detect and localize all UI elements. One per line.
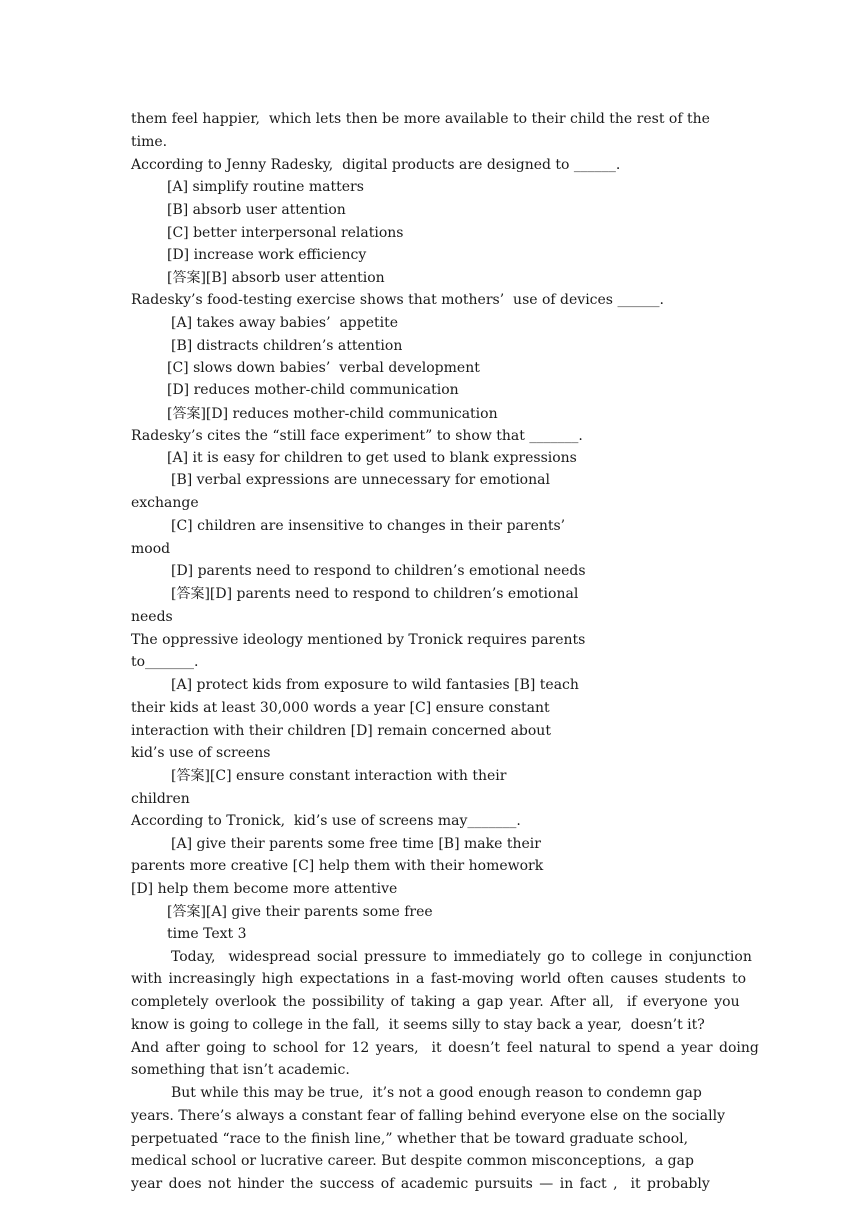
paragraph-line: know is going to college in the fall, it seems silly to stay back a year, doesn’t it? (131, 1017, 705, 1033)
option-line: [B] distracts children’s attention (171, 338, 403, 354)
option-line: [D] parents need to respond to children’s emotional needs (171, 563, 586, 579)
paragraph-line: Today, widespread social pressure to immediately go to college in conjunction (171, 949, 752, 965)
option-line: [A] it is easy for children to get used to blank expressions (167, 450, 577, 466)
paragraph-line: And after going to school for 12 years, it doesn’t feel natural to spend a year doing (131, 1040, 759, 1056)
text-line: to_______. (131, 654, 199, 670)
answer-line: [答案][C] ensure constant interaction with their (171, 768, 507, 784)
option-line: [B] verbal expressions are unnecessary for emotional (171, 472, 550, 488)
text-line: their kids at least 30,000 words a year [C] ensure constant (131, 700, 550, 716)
option-line: [D] increase work efficiency (167, 247, 367, 263)
option-line: [C] slows down babies’ verbal development (167, 360, 480, 376)
text-line: kid’s use of screens (131, 745, 271, 761)
option-line: [A] give their parents some free time [B] make their (171, 836, 541, 852)
paragraph-line: But while this may be true, it’s not a good enough reason to condemn gap (171, 1085, 702, 1101)
paragraph-line: years. There’s always a constant fear of falling behind everyone else on the socially (131, 1108, 725, 1124)
option-line: [B] absorb user attention (167, 202, 346, 218)
answer-line: [答案][A] give their parents some free (167, 904, 433, 920)
paragraph-line: with increasingly high expectations in a fast-moving world often causes students to (131, 971, 747, 987)
question-line: Radesky’s cites the “still face experiment” to show that _______. (131, 428, 583, 444)
paragraph-line: year does not hinder the success of academic pursuits — in fact , it probably (131, 1176, 710, 1192)
paragraph-line: perpetuated “race to the finish line,” whether that be toward graduate school, (131, 1131, 689, 1147)
option-line: [D] reduces mother-child communication (167, 382, 459, 398)
paragraph-line: something that isn’t academic. (131, 1062, 350, 1078)
option-line: [C] children are insensitive to changes in their parents’ (171, 518, 566, 534)
paragraph-line: completely overlook the possibility of taking a gap year. After all, if everyone you (131, 994, 740, 1010)
answer-line: [答案][D] parents need to respond to children’s emotional (171, 586, 579, 602)
question-line: Radesky’s food-testing exercise shows that mothers’ use of devices ______. (131, 292, 664, 308)
text-line: interaction with their children [D] remain concerned about (131, 723, 551, 739)
option-line: [A] takes away babies’ appetite (171, 315, 399, 331)
section-title-line: time Text 3 (167, 926, 247, 942)
option-line: [A] protect kids from exposure to wild fantasies [B] teach (171, 677, 579, 693)
text-line: [D] help them become more attentive (131, 881, 398, 897)
text-line: time. (131, 134, 168, 150)
question-line: The oppressive ideology mentioned by Tronick requires parents (131, 632, 586, 648)
answer-line: [答案][D] reduces mother-child communication (167, 406, 498, 422)
answer-line: [答案][B] absorb user attention (167, 270, 385, 286)
text-line: needs (131, 609, 173, 625)
question-line: According to Jenny Radesky, digital products are designed to ______. (131, 157, 621, 173)
text-line: parents more creative [C] help them with their homework (131, 858, 544, 874)
question-line: According to Tronick, kid’s use of screens may_______. (131, 813, 521, 829)
text-line: mood (131, 541, 171, 557)
option-line: [C] better interpersonal relations (167, 225, 404, 241)
option-line: [A] simplify routine matters (167, 179, 364, 195)
text-line: them feel happier, which lets then be more available to their child the rest of the (131, 111, 710, 127)
text-line: exchange (131, 495, 199, 511)
text-line: children (131, 791, 190, 807)
paragraph-line: medical school or lucrative career. But despite common misconceptions, a gap (131, 1153, 694, 1169)
